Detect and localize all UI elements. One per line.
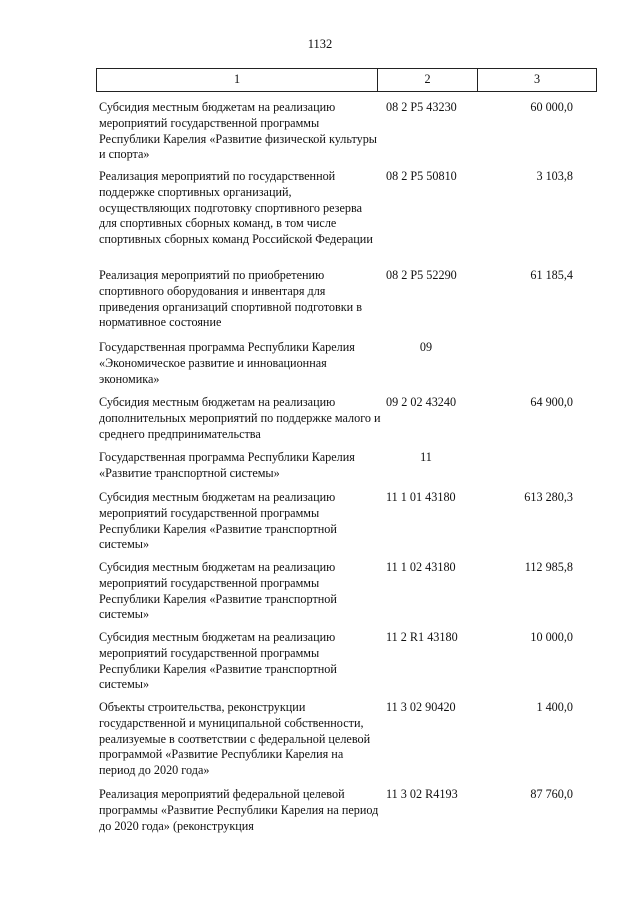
row-amount: 613 280,3	[524, 490, 573, 504]
column-header-1: 1	[97, 69, 378, 92]
row-amount: 64 900,0	[530, 395, 573, 409]
row-amount: 10 000,0	[530, 630, 573, 644]
page-number: 1132	[307, 37, 333, 51]
row-code: 11 1 01 43180	[386, 490, 456, 504]
row-name: Субсидия местным бюджетам на реализацию дополнительных мероприятий по поддержке малого и среднего предпринимательства	[99, 395, 381, 441]
row-name: Объекты строительства, реконструкции государственной и муниципальной собственности, реализуемые в соответствии с федеральной целевой программой «Развитие Республики Карелия на период до 2020 года»	[99, 700, 371, 778]
row-amount: 3 103,8	[536, 169, 573, 183]
row-name: Государственная программа Республики Карелия «Развитие транспортной системы»	[99, 450, 355, 480]
row-amount: 60 000,0	[530, 100, 573, 114]
column-header-2: 2	[378, 69, 478, 92]
column-header-3: 3	[478, 69, 597, 92]
row-code: 11	[420, 450, 432, 464]
row-code: 09	[419, 340, 433, 354]
row-code: 11 1 02 43180	[386, 560, 456, 574]
row-name: Реализация мероприятий федеральной целевой программы «Развитие Республики Карелия на период до 2020 года» (реконструкция	[99, 787, 379, 833]
row-code: 08 2 P5 43230	[386, 100, 457, 114]
row-code: 08 2 P5 50810	[386, 169, 457, 183]
row-code: 08 2 P5 52290	[386, 268, 457, 282]
row-name: Реализация мероприятий по государственной поддержке спортивных организаций, осуществляющих подготовку спортивного резерва для спортивных сборных команд, в том числе спортивных сборных команд Российской Федерации	[99, 169, 373, 247]
row-code: 11 2 R1 43180	[386, 630, 458, 644]
row-name: Реализация мероприятий по приобретению спортивного оборудования и инвентаря для приведения организаций спортивной подготовки в нормативное состояние	[99, 268, 362, 330]
row-name: Субсидия местным бюджетам на реализацию мероприятий государственной программы Республики Карелия «Развитие транспортной системы»	[99, 490, 337, 552]
row-code: 09 2 02 43240	[386, 395, 457, 409]
table-header	[96, 68, 597, 92]
row-name: Субсидия местным бюджетам на реализацию мероприятий государственной программы Республики Карелия «Развитие транспортной системы»	[99, 560, 337, 622]
row-code: 11 3 02 90420	[386, 700, 456, 714]
row-amount: 1 400,0	[536, 700, 573, 714]
row-name: Субсидия местным бюджетам на реализацию мероприятий государственной программы Республики Карелия «Развитие транспортной системы»	[99, 630, 337, 692]
row-amount: 87 760,0	[530, 787, 573, 801]
row-amount: 61 185,4	[530, 268, 573, 282]
row-name: Государственная программа Республики Карелия «Экономическое развитие и инновационная экономика»	[99, 340, 355, 386]
row-code: 11 3 02 R4193	[386, 787, 458, 801]
row-name: Субсидия местным бюджетам на реализацию мероприятий государственной программы Республики Карелия «Развитие физической культуры и спорта»	[99, 100, 377, 162]
row-amount: 112 985,8	[524, 560, 573, 574]
